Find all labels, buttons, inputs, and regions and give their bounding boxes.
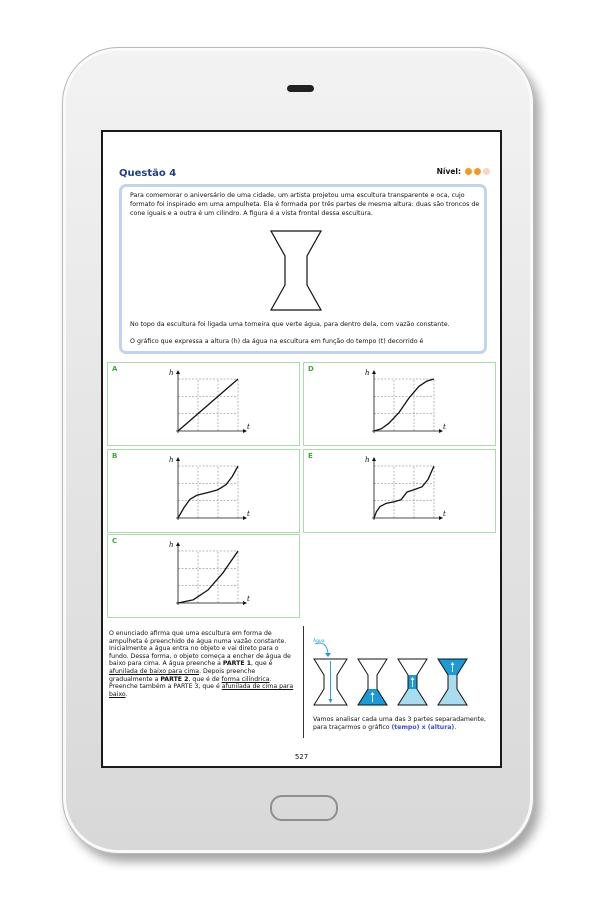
y-axis-arrow	[372, 457, 376, 461]
water-arrow	[315, 643, 328, 653]
option-d-graph	[304, 363, 497, 447]
explanation-text	[109, 630, 299, 698]
question-title: Questão 4	[119, 168, 177, 179]
option-label: D	[308, 365, 314, 373]
option-a-graph	[108, 363, 301, 447]
statement-paragraph-2: No topo da escultura foi ligada uma torneira que verte água, para dentro dela, com vazão constante.	[130, 321, 450, 328]
option-label: E	[308, 452, 313, 460]
explanation-segment: , que é	[251, 660, 273, 668]
statement-paragraph-1: Para comemorar o aniversário de uma cidade, um artista projetou uma escultura transparente e oca, cujo formato foi inspirado em uma ampulheta. Ela é formada por três partes de mesma altura: duas são troncos de cone iguais e a outra é um cilindro. A figura é a vista frontal dessa escultura.	[130, 192, 480, 217]
explanation-segment: O enunciado afirma que uma escultura em forma de ampulheta é preenchido de água numa vazão constante. Inicialmente a água entra no objeto e vai direto para o fundo. Dessa forma, o objeto começa a encher de água de baixo para cima. A água preenche a	[109, 630, 291, 668]
y-axis-label: h	[365, 456, 370, 464]
water-arrow-head	[325, 653, 331, 657]
caption-end: .	[454, 723, 457, 731]
underlined-phrase: afunilada de cima para baixo	[109, 683, 294, 698]
hourglass-filling-figure	[306, 626, 496, 710]
hourglass-shape	[271, 231, 321, 310]
y-axis-arrow	[176, 542, 180, 546]
caption-highlight: (tempo) x (altura)	[391, 723, 455, 731]
water-part-1-light	[398, 689, 427, 705]
statement-paragraph-3: O gráfico que expressa a altura (h) da água na escultura em função do tempo (t) decorrido é	[130, 338, 424, 345]
fall-arrow-head	[329, 699, 333, 703]
level-label: Nível:	[436, 167, 461, 176]
option-e-graph	[304, 450, 497, 534]
underlined-phrase: afunilada de baixo para cima	[109, 667, 200, 675]
x-axis-label: t	[247, 510, 250, 518]
part-2-label: PARTE 2	[160, 675, 189, 683]
y-axis-label: h	[365, 369, 370, 377]
level-dot-3	[483, 168, 490, 175]
tablet-screen	[101, 130, 502, 768]
figure-caption	[313, 716, 493, 731]
option-a[interactable]	[107, 362, 300, 446]
curve-B	[178, 466, 238, 518]
option-label: B	[112, 452, 118, 460]
option-c[interactable]	[107, 534, 300, 618]
level-dot-2	[474, 168, 481, 175]
page-number: 527	[294, 753, 309, 761]
option-b[interactable]	[107, 449, 300, 533]
explanation-segment: , que é de	[188, 675, 222, 683]
caption-text: Vamos analisar cada uma das 3 partes separadamente, para traçarmos o gráfico	[313, 716, 486, 731]
y-axis-label: h	[169, 456, 174, 464]
explanation-segment: . Preenche também a PARTE 3, que é	[109, 675, 272, 691]
x-axis-label: t	[247, 423, 250, 431]
tablet-speaker	[287, 85, 314, 92]
x-axis-label: t	[443, 423, 446, 431]
underlined-phrase: forma cilíndrica	[221, 675, 270, 683]
column-divider	[303, 626, 304, 738]
level-dots	[465, 168, 490, 175]
water-label: Água	[313, 639, 325, 644]
option-label: C	[112, 537, 118, 545]
x-axis-label: t	[247, 595, 250, 603]
option-e[interactable]	[303, 449, 496, 533]
explanation-segment: .	[125, 690, 128, 698]
y-axis-arrow	[176, 370, 180, 374]
x-axis-label: t	[443, 510, 446, 518]
y-axis-label: h	[169, 369, 174, 377]
option-label: A	[112, 365, 118, 373]
home-button[interactable]	[270, 795, 338, 821]
curve-A	[178, 379, 238, 431]
y-axis-label: h	[169, 541, 174, 549]
level-dot-1	[465, 168, 472, 175]
water-part-1-light	[438, 689, 467, 705]
curve-C	[178, 551, 238, 603]
option-c-graph	[108, 535, 301, 619]
option-b-graph	[108, 450, 301, 534]
water-part-2-light	[448, 675, 457, 689]
option-d[interactable]	[303, 362, 496, 446]
y-axis-arrow	[372, 370, 376, 374]
y-axis-arrow	[176, 457, 180, 461]
explanation-segment: . Depois preenche gradualmente a	[109, 667, 256, 683]
curve-D	[374, 379, 434, 431]
part-1-label: PARTE 1	[222, 660, 252, 668]
difficulty-level	[437, 167, 490, 176]
question-statement-box	[119, 184, 487, 354]
curve-E	[374, 466, 434, 518]
